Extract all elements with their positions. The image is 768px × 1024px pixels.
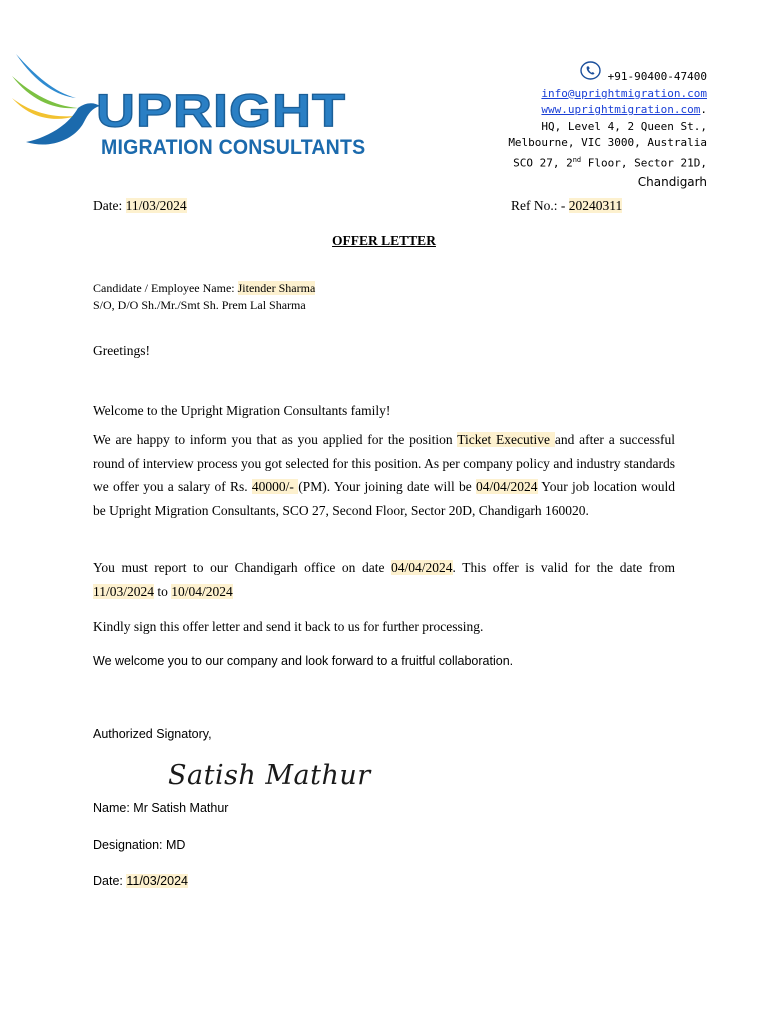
parent-name-line: S/O, D/O Sh./Mr./Smt Sh. Prem Lal Sharma — [93, 298, 306, 312]
ref-value: 20240311 — [568, 198, 623, 213]
salary-amount: 40000/- — [251, 479, 299, 494]
website-link[interactable]: www.uprightmigration.com — [541, 103, 701, 116]
signature-date-value: 11/03/2024 — [126, 874, 188, 888]
signatory-label: Authorized Signatory, — [93, 727, 212, 741]
reference-number: Ref No.: - 20240311 — [511, 198, 623, 213]
signatory-name: Name: Mr Satish Mathur — [93, 801, 229, 815]
document-title: OFFER LETTER — [332, 233, 436, 248]
email-link[interactable]: info@uprightmigration.com — [541, 86, 707, 100]
brand-name: UPRIGHT — [96, 85, 346, 138]
sign-instruction: Kindly sign this offer letter and send it back to us for further processing. — [93, 619, 484, 634]
greeting: Greetings! — [93, 343, 150, 358]
candidate-name: Jitender Sharma — [237, 281, 316, 295]
website-suffix: . — [700, 103, 707, 116]
address-line-3: SCO 27, 2nd Floor, Sector 21D, — [513, 155, 707, 170]
contact-block — [508, 61, 707, 190]
handwritten-signature: Satish Mathur — [168, 760, 371, 791]
company-logo-icon — [6, 46, 102, 156]
valid-to-date: 10/04/2024 — [171, 583, 233, 599]
candidate-name-line: Candidate / Employee Name: Jitender Sharma — [93, 281, 316, 295]
signatory-designation: Designation: MD — [93, 838, 186, 852]
report-date: 04/04/2024 — [391, 560, 453, 575]
valid-from-date: 11/03/2024 — [93, 583, 155, 599]
signature-date: Date: 11/03/2024 — [93, 874, 188, 888]
offer-paragraph: We are happy to inform you that as you applied for the position Ticket Executive and after a successful round of interview process you got selected for this position. As per company policy and industry standards we offer you a salary of Rs. 40000/- (PM). Your joining date will be 04/04/2024 Your job location would be Upright Migration Consultants, SCO 27, Second Floor, Sector 20D, Chandigarh 160020. — [93, 432, 675, 518]
address-line-2: Melbourne, VIC 3000, Australia — [508, 136, 707, 149]
phone-icon — [580, 61, 601, 80]
joining-date: 04/04/2024 — [476, 479, 538, 494]
closing-line: We welcome you to our company and look forward to a fruitful collaboration. — [93, 654, 514, 668]
report-paragraph: You must report to our Chandigarh office on date 04/04/2024. This offer is valid for the date from 11/03/2024 to 10/04/2024 — [93, 560, 675, 599]
position-name: Ticket Executive — [457, 432, 555, 447]
date-value: 11/03/2024 — [125, 198, 187, 213]
address-line-1: HQ, Level 4, 2 Queen St., — [541, 119, 707, 133]
letter-date: Date: 11/03/2024 — [93, 198, 187, 213]
address-city: Chandigarh — [637, 174, 707, 189]
phone-row — [508, 61, 707, 86]
welcome-line: Welcome to the Upright Migration Consultants family! — [93, 403, 391, 418]
candidate-block — [93, 280, 315, 314]
brand-subtitle: MIGRATION CONSULTANTS — [101, 136, 366, 159]
phone-number: +91-90400-47400 — [607, 70, 707, 83]
